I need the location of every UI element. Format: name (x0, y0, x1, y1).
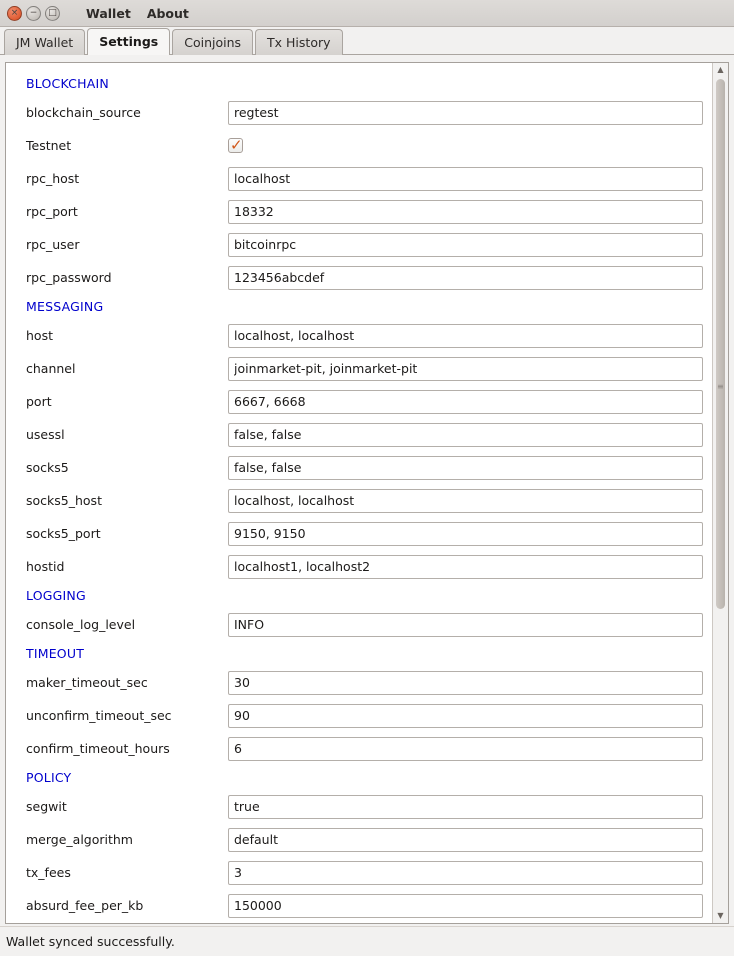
setting-label: absurd_fee_per_kb (26, 898, 144, 913)
setting-input[interactable] (228, 390, 703, 414)
status-bar (0, 926, 734, 956)
settings-row (6, 352, 713, 385)
menu-bar (78, 3, 197, 24)
settings-row (6, 129, 713, 162)
setting-label: confirm_timeout_hours (26, 741, 170, 756)
setting-label: rpc_host (26, 171, 80, 186)
setting-input[interactable] (228, 357, 703, 381)
setting-input[interactable] (228, 266, 703, 290)
setting-label: socks5_host (26, 493, 102, 508)
section-header: POLICY (26, 770, 72, 785)
tab-jm-wallet[interactable]: JM Wallet (4, 29, 85, 55)
title-bar (0, 0, 734, 27)
minimize-icon[interactable]: − (26, 6, 41, 21)
setting-label: port (26, 394, 52, 409)
setting-input[interactable] (228, 795, 703, 819)
settings-row (6, 732, 713, 765)
vertical-scrollbar[interactable] (712, 63, 728, 923)
setting-field (228, 489, 703, 513)
setting-label: rpc_password (26, 270, 112, 285)
setting-label: unconfirm_timeout_sec (26, 708, 172, 723)
scrollbar-thumb[interactable] (716, 79, 725, 609)
settings-row (6, 790, 713, 823)
setting-field (228, 828, 703, 852)
setting-input[interactable] (228, 861, 703, 885)
close-icon[interactable]: × (7, 6, 22, 21)
setting-input[interactable] (228, 456, 703, 480)
setting-field (228, 390, 703, 414)
setting-input[interactable] (228, 167, 703, 191)
menu-item-about[interactable]: About (146, 5, 189, 21)
setting-field (228, 324, 703, 348)
setting-label: host (26, 328, 53, 343)
settings-row (6, 96, 713, 129)
setting-input[interactable] (228, 522, 703, 546)
settings-row (6, 162, 713, 195)
settings-row (6, 856, 713, 889)
maximize-icon[interactable]: □ (45, 6, 60, 21)
section-header: BLOCKCHAIN (26, 76, 109, 91)
setting-field (228, 613, 703, 637)
window-controls (7, 6, 60, 21)
setting-input[interactable] (228, 894, 703, 918)
setting-field (228, 456, 703, 480)
settings-row (6, 889, 713, 922)
setting-field (228, 357, 703, 381)
settings-row (6, 699, 713, 732)
setting-field (228, 737, 703, 761)
setting-label: socks5 (26, 460, 69, 475)
setting-field (228, 266, 703, 290)
setting-label: maker_timeout_sec (26, 675, 148, 690)
settings-row (6, 517, 713, 550)
settings-rows (6, 63, 713, 923)
setting-label: console_log_level (26, 617, 136, 632)
setting-field (228, 200, 703, 224)
scroll-up-arrow-icon[interactable]: ▲ (717, 65, 724, 74)
setting-input[interactable] (228, 200, 703, 224)
settings-row (6, 385, 713, 418)
setting-label: channel (26, 361, 76, 376)
scroll-down-arrow-icon[interactable]: ▼ (717, 911, 724, 920)
setting-input[interactable] (228, 423, 703, 447)
tab-settings[interactable]: Settings (87, 28, 170, 55)
tab-tx-history[interactable]: Tx History (255, 29, 342, 55)
settings-scroll-area (6, 63, 713, 923)
setting-label: blockchain_source (26, 105, 141, 120)
settings-row (6, 666, 713, 699)
settings-row (6, 418, 713, 451)
settings-row (6, 922, 713, 923)
settings-row (6, 261, 713, 294)
settings-row (6, 823, 713, 856)
scrollbar-grip-icon: ≡ (717, 382, 724, 391)
setting-label: tx_fees (26, 865, 71, 880)
setting-input[interactable] (228, 101, 703, 125)
setting-field (228, 861, 703, 885)
section-header: MESSAGING (26, 299, 104, 314)
setting-field (228, 522, 703, 546)
menu-item-wallet[interactable]: Wallet (86, 5, 131, 21)
setting-input[interactable] (228, 555, 703, 579)
setting-input[interactable] (228, 233, 703, 257)
settings-row (6, 550, 713, 583)
settings-row (6, 484, 713, 517)
status-message: Wallet synced successfully. (6, 934, 175, 949)
setting-label: usessl (26, 427, 65, 442)
setting-field (228, 894, 703, 918)
setting-input[interactable] (228, 613, 703, 637)
setting-label: socks5_port (26, 526, 101, 541)
setting-input[interactable] (228, 704, 703, 728)
setting-field (228, 704, 703, 728)
setting-field (228, 671, 703, 695)
setting-field (228, 138, 243, 153)
setting-field (228, 167, 703, 191)
setting-label: Testnet (26, 138, 72, 153)
setting-field (228, 795, 703, 819)
setting-label: rpc_port (26, 204, 78, 219)
setting-input[interactable] (228, 324, 703, 348)
setting-input[interactable] (228, 671, 703, 695)
settings-row (6, 319, 713, 352)
setting-checkbox[interactable] (228, 138, 243, 153)
setting-label: hostid (26, 559, 65, 574)
settings-row (6, 451, 713, 484)
setting-label: segwit (26, 799, 67, 814)
setting-label: rpc_user (26, 237, 80, 252)
setting-field (228, 233, 703, 257)
setting-input[interactable] (228, 828, 703, 852)
checkmark-icon: ✓ (230, 136, 243, 154)
setting-field (228, 555, 703, 579)
settings-row (6, 195, 713, 228)
section-header: TIMEOUT (26, 646, 85, 661)
tab-strip (0, 27, 734, 55)
setting-input[interactable] (228, 489, 703, 513)
setting-field (228, 101, 703, 125)
setting-label: merge_algorithm (26, 832, 133, 847)
tab-coinjoins[interactable]: Coinjoins (172, 29, 253, 55)
settings-row (6, 608, 713, 641)
section-header: LOGGING (26, 588, 86, 603)
settings-row (6, 228, 713, 261)
settings-panel (5, 62, 729, 924)
setting-input[interactable] (228, 737, 703, 761)
setting-field (228, 423, 703, 447)
